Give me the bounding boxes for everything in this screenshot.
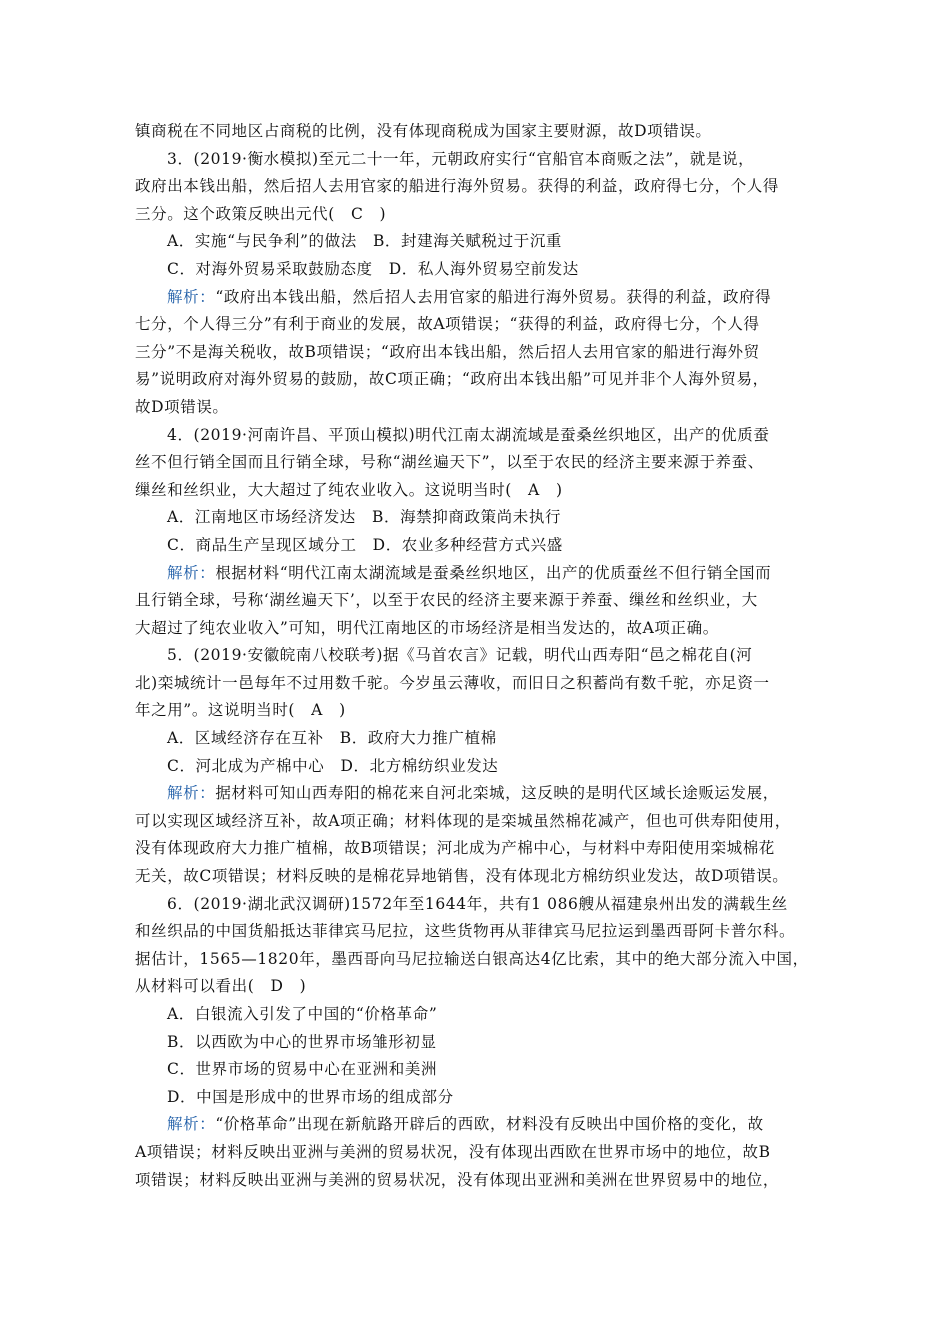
text-line bbox=[135, 256, 817, 284]
document-body bbox=[135, 118, 817, 1194]
line-text: 政府出本钱出船，然后招人去用官家的船进行海外贸易。获得的利益，政府得七分，个人得 bbox=[135, 177, 780, 196]
line-text: 七分，个人得三分”有利于商业的发展，故A项错误；“获得的利益，政府得七分，个人得 bbox=[135, 315, 760, 334]
text-line bbox=[135, 228, 817, 256]
text-line bbox=[135, 422, 817, 450]
text-line bbox=[135, 1139, 817, 1167]
text-line bbox=[135, 366, 817, 394]
analysis-label: 解析： bbox=[167, 784, 216, 803]
line-text: 北)栾城统计一邑每年不过用数千驼。今岁虽云薄收，而旧日之积蓄尚有数千驼，亦足资一 bbox=[135, 673, 770, 692]
line-text: 三分”不是海关税收，故B项错误；“政府出本钱出船，然后招人去用官家的船进行海外贸 bbox=[135, 342, 760, 361]
text-line bbox=[135, 477, 817, 505]
text-line bbox=[135, 918, 817, 946]
line-text: 年之用”。这说明当时( A ) bbox=[135, 701, 346, 720]
line-text: 4．(2019·河南许昌、平顶山模拟)明代江南太湖流域是蚕桑丝织地区，出产的优质蚕 bbox=[167, 425, 770, 444]
line-text: 缫丝和丝织业，大大超过了纯农业收入。这说明当时( A ) bbox=[135, 480, 563, 499]
line-text: 且行销全球，号称‘湖丝遍天下’，以至于农民的经济主要来源于养蚕、缫丝和丝织业，大 bbox=[135, 591, 758, 610]
text-line bbox=[135, 725, 817, 753]
analysis-line bbox=[135, 560, 817, 588]
text-line bbox=[135, 1167, 817, 1195]
line-text: 5．(2019·安徽皖南八校联考)据《马首农言》记载，明代山西寿阳“邑之棉花自(河 bbox=[167, 646, 753, 665]
text-line bbox=[135, 532, 817, 560]
line-text: A项错误；材料反映出亚洲与美洲的贸易状况，没有体现出西欧在世界市场中的地位，故B bbox=[135, 1142, 771, 1161]
line-text: 可以实现区域经济互补，故A项正确；材料体现的是栾城虽然棉花减产，但也可供寿阳使用， bbox=[135, 811, 791, 830]
line-text: A．江南地区市场经济发达 B．海禁抑商政策尚未执行 bbox=[167, 508, 562, 527]
line-text: 故D项错误。 bbox=[135, 397, 229, 416]
text-line bbox=[135, 863, 817, 891]
text-line bbox=[135, 670, 817, 698]
text-line bbox=[135, 1029, 817, 1057]
line-text: A．区域经济存在互补 B．政府大力推广植棉 bbox=[167, 729, 497, 748]
line-text: “政府出本钱出船，然后招人去用官家的船进行海外贸易。获得的利益，政府得 bbox=[215, 287, 772, 306]
analysis-line bbox=[135, 780, 817, 808]
text-line bbox=[135, 146, 817, 174]
line-text: 镇商税在不同地区占商税的比例，没有体现商税成为国家主要财源，故D项错误。 bbox=[135, 122, 712, 140]
text-line bbox=[135, 1001, 817, 1029]
line-text: 大超过了纯农业收入”可知，明代江南地区的市场经济是相当发达的，故A项正确。 bbox=[135, 618, 719, 637]
text-line bbox=[135, 697, 817, 725]
text-line bbox=[135, 642, 817, 670]
line-text: 据材料可知山西寿阳的棉花来自河北栾城，这反映的是明代区域长途贩运发展， bbox=[215, 784, 779, 803]
text-line bbox=[135, 1084, 817, 1112]
text-line bbox=[135, 504, 817, 532]
line-text: 和丝织品的中国货船抵达菲律宾马尼拉，这些货物再从菲律宾马尼拉运到墨西哥阿卡普尔科。 bbox=[135, 922, 796, 941]
line-text: 三分。这个政策反映出元代( C ) bbox=[135, 204, 387, 223]
line-text: A．白银流入引发了中国的“价格革命” bbox=[167, 1005, 438, 1023]
line-text: 项错误；材料反映出亚洲与美洲的贸易状况，没有体现出亚洲和美洲在世界贸易中的地位， bbox=[135, 1170, 780, 1189]
analysis-label: 解析： bbox=[167, 287, 216, 306]
line-text: 3．(2019·衡水模拟)至元二十一年，元朝政府实行“官船官本商贩之法”，就是说， bbox=[167, 149, 755, 168]
text-line bbox=[135, 753, 817, 781]
analysis-line bbox=[135, 1111, 817, 1139]
line-text: 6．(2019·湖北武汉调研)1572年至1644年，共有1 086艘从福建泉州出发的满载生丝 bbox=[167, 894, 788, 913]
text-line bbox=[135, 615, 817, 643]
text-line bbox=[135, 394, 817, 422]
line-text: 易”说明政府对海外贸易的鼓励，故C项正确；“政府出本钱出船”可见并非个人海外贸易， bbox=[135, 370, 769, 389]
line-text: C．河北成为产棉中心 D．北方棉纺织业发达 bbox=[167, 756, 499, 775]
line-text: D．中国是形成中的世界市场的组成部分 bbox=[167, 1087, 454, 1106]
line-text: C．对海外贸易采取鼓励态度 D．私人海外贸易空前发达 bbox=[167, 259, 579, 278]
text-line bbox=[135, 1056, 817, 1084]
text-line bbox=[135, 339, 817, 367]
text-line bbox=[135, 118, 817, 146]
line-text: 据估计，1565—1820年，墨西哥向马尼拉输送白银高达4亿比索，其中的绝大部分流入中国， bbox=[135, 949, 809, 968]
line-text: 从材料可以看出( D ) bbox=[135, 977, 307, 996]
text-line bbox=[135, 835, 817, 863]
text-line bbox=[135, 449, 817, 477]
text-line bbox=[135, 946, 817, 974]
analysis-label: 解析： bbox=[167, 563, 216, 582]
text-line bbox=[135, 891, 817, 919]
line-text: A．实施“与民争利”的做法 B．封建海关赋税过于沉重 bbox=[167, 232, 563, 251]
text-line bbox=[135, 173, 817, 201]
analysis-label: 解析： bbox=[167, 1115, 216, 1134]
text-line bbox=[135, 201, 817, 229]
line-text: “价格革命”出现在新航路开辟后的西欧，材料没有反映出中国价格的变化，故 bbox=[215, 1115, 764, 1134]
text-line bbox=[135, 808, 817, 836]
line-text: 丝不但行销全国而且行销全球，号称“湖丝遍天下”，以至于农民的经济主要来源于养蚕、 bbox=[135, 453, 764, 472]
line-text: 没有体现政府大力推广植棉，故B项错误；河北成为产棉中心，与材料中寿阳使用栾城棉花 bbox=[135, 839, 775, 858]
line-text: C．商品生产呈现区域分工 D．农业多种经营方式兴盛 bbox=[167, 535, 563, 554]
line-text: C．世界市场的贸易中心在亚洲和美洲 bbox=[167, 1060, 438, 1079]
text-line bbox=[135, 587, 817, 615]
line-text: B．以西欧为中心的世界市场雏形初显 bbox=[167, 1032, 437, 1051]
analysis-line bbox=[135, 284, 817, 312]
text-line bbox=[135, 311, 817, 339]
line-text: 根据材料“明代江南太湖流域是蚕桑丝织地区，出产的优质蚕丝不但行销全国而 bbox=[215, 563, 772, 582]
text-line bbox=[135, 973, 817, 1001]
line-text: 无关，故C项错误；材料反映的是棉花异地销售，没有体现北方棉纺织业发达，故D项错误。 bbox=[135, 867, 789, 886]
